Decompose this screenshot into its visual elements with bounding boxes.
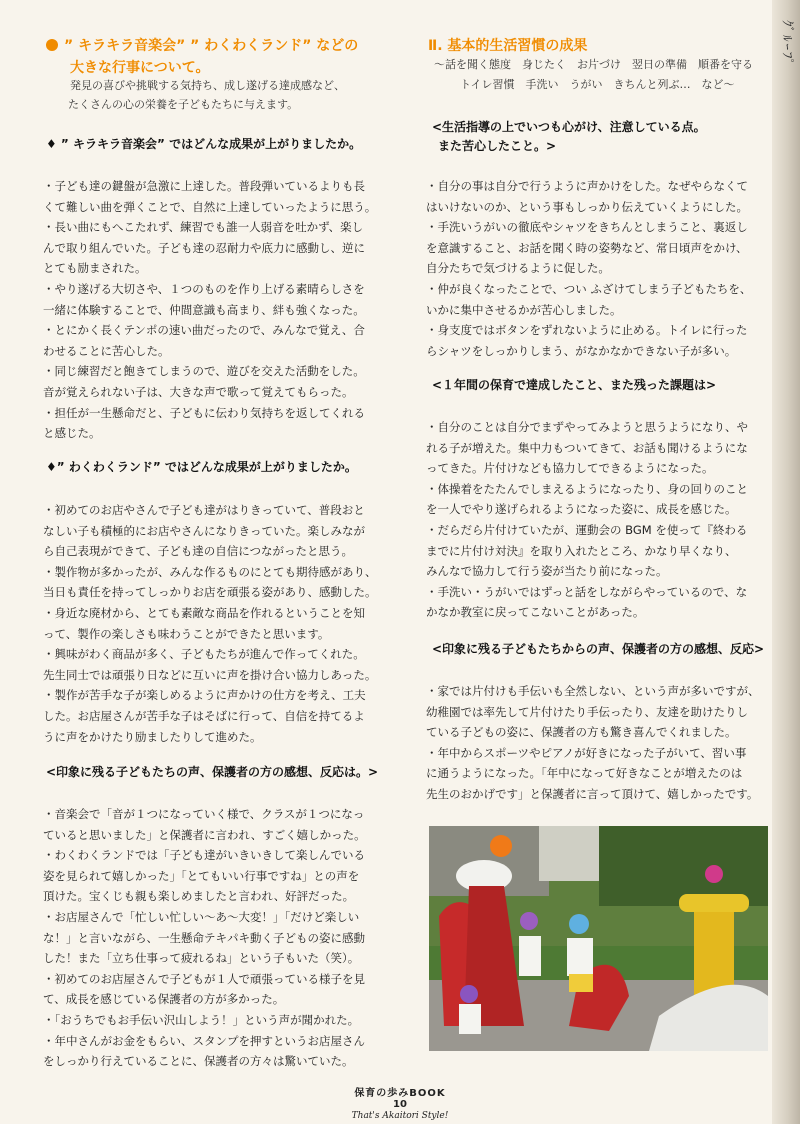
bullet-dot-icon	[46, 39, 58, 51]
answer-line: をしっかり行えていることに、保護者の方々は驚いていた。	[43, 1054, 354, 1069]
answer-line: なしい子も積極的にお店やさんになりきっていた。楽しみなが	[43, 523, 365, 538]
playground-photo-illustration	[429, 826, 768, 1051]
answer-line: ・同じ練習だと飽きてしまうので、遊びを交えた活動をした。	[43, 364, 365, 379]
answer-line: ・身近な廃材から、とても素敵な商品を作れるということを知	[43, 605, 365, 620]
answer-line: いかに集中させるかが苦心しました。	[426, 302, 622, 317]
next-page-edge	[772, 0, 800, 1124]
answer-line: 当日も責任を持ってしっかりお店を頑張る姿があり、感動した。	[43, 585, 377, 600]
answer-line: に通うようになった。「年中になって好きなことが増えたのは	[426, 766, 743, 781]
answer-line: ・わくわくランドでは「子ども達がいきいきして楽しんでいる	[43, 848, 365, 863]
answer-line: って、製作の楽しさも味わうことができたと思います。	[43, 626, 330, 641]
edge-text: ｸﾞﾙｰﾌﾟ	[779, 20, 794, 67]
answer-line: らシャツをしっかりしまう、がなかなかできない子が多い。	[426, 343, 737, 358]
answer-line: 先生のおかげです」と保護者に言って頂けて、嬉しかったです。	[426, 786, 759, 801]
question-guidance-line-1: <生活指導の上でいつも心がけ、注意している点。	[432, 120, 706, 134]
answer-line: ・音楽会で「音が１つになっていく様で、クラスが１つになっ	[43, 807, 365, 821]
answer-line: ている子どもの姿に、保護者の方も驚き喜んでくれました。	[426, 725, 737, 740]
answer-line: ・子ども達の鍵盤が急激に上達した。普段弾いているよりも長	[43, 179, 365, 193]
answer-line: 姿を見られて嬉しかった」「とてもいい行事ですね」との声を	[43, 868, 360, 883]
answers-parent-feedback	[426, 681, 776, 805]
answer-line: ていると思いました」と保護者に言われ、すごく嬉しかった。	[43, 827, 366, 842]
answer-line: ・手洗い・うがいではずっと話をしながらやっているので、な	[426, 584, 748, 599]
answer-line: はいけないのか、という事もしっかり伝えていくようにした。	[426, 199, 748, 214]
answer-line: 幼稚園では率先して片付けたり手伝ったり、友達を助けたりし	[426, 704, 748, 719]
book-title: 保育の歩みBOOK	[354, 1088, 446, 1099]
page-footer	[0, 1084, 800, 1121]
page-number: 10	[393, 1099, 407, 1110]
answer-line: 頂けた。宝くじも親も楽しめましたと言われ、好評だった。	[43, 889, 355, 904]
habits-sub-line-1: 〜話を聞く態度 身じたく お片づけ 翌日の準備 順番を守る	[434, 58, 753, 71]
answer-line: までに片付け対決』を取り入れたところ、かなり早くなり、	[426, 543, 737, 558]
answer-line: ・お店屋さんで「忙しい忙しい〜あ〜大変！」「だけど楽しい	[43, 909, 360, 924]
answers-guidance	[426, 176, 776, 361]
answer-line: 音が覚えられない子は、大きな声で歌って覚えてもらった。	[43, 384, 354, 399]
answer-line: ・自分の事は自分で行うように声かけをした。なぜやらなくて	[426, 179, 748, 193]
answer-line: ・初めてのお店やさんで子ども達がはりきっていて、普段おと	[43, 503, 365, 517]
question-guidance-line-2: また苦心したこと。>	[438, 139, 557, 153]
section-heading-habits: Ⅱ. 基本的生活習慣の成果	[428, 38, 588, 54]
answer-line: ・製作が苦手な子が楽しめるように声かけの仕方を考え、工夫	[43, 688, 366, 703]
answer-line: ・身支度ではボタンをずれないように止める。トイレに行った	[426, 323, 748, 338]
answer-line: て、成長を感じている保護者の方が多かった。	[43, 992, 285, 1007]
footer-tagline: That's Akaitori Style!	[351, 1111, 449, 1121]
question-music-concert: ♦ ” キラキラ音楽会” ではどんな成果が上がりましたか。	[46, 137, 362, 151]
answer-line: ・年中さんがお金をもらい、スタンプを押すというお店屋さん	[43, 1033, 365, 1048]
answer-line: ・だらだら片付けていたが、運動会の BGM を使って『終わる	[426, 522, 748, 537]
heading-line-2: 大きな行事について。	[70, 60, 210, 76]
answer-line: れる子が増えた。集中力もついてきて、お話も聞けるようにな	[426, 440, 748, 455]
answer-line: ・初めてのお店屋さんで子どもが１人で頑張っている様子を見	[43, 971, 365, 986]
habits-sub-line-2: トイレ習慣 手洗い うがい きちんと列ぶ… など〜	[460, 78, 735, 91]
answer-line: ・家では片付けも手伝いも全然しない、という声が多いですが、	[426, 684, 760, 698]
answers-music-concert	[43, 176, 405, 444]
answer-line: くて難しい曲を弾くことで、自然に上達していったように思う。	[43, 199, 377, 214]
answer-line: ・やり遂げる大切さや、１つのものを作り上げる素晴らしさを	[43, 281, 365, 296]
answer-line: ・手洗いうがいの徹底やシャツをきちんとしまうこと、裏返し	[426, 220, 748, 235]
answer-line: ってきた。片付けなども協力してできるようになった。	[426, 461, 714, 476]
heading-line-1: ” キラキラ音楽会” ” わくわくランド” などの	[64, 38, 359, 54]
answer-line: んで取り組んでいた。子ども達の忍耐力や底力に感動し、逆に	[43, 240, 365, 255]
answer-line: と感じた。	[43, 426, 101, 441]
answer-line: ・製作物が多かったが、みんな作るものにとても期待感があり、	[43, 564, 377, 579]
answer-line: 先生同士では頑張り日などに互いに声を掛け合い協力しあった。	[43, 667, 377, 682]
answer-line: した。お店屋さんが苦手な子はそばに行って、自信を持てるよ	[43, 708, 365, 723]
answer-line: ・担任が一生懸命だと、子どもに伝わり気持ちを返してくれる	[43, 405, 365, 420]
question-achievements: <１年間の保育で達成したこと、また残った課題は>	[432, 378, 717, 392]
question-impressions: <印象に残る子どもたちの声、保護者の方の感想、反応は。>	[46, 765, 379, 779]
answer-line: ・体操着をたたんでしまえるようになったり、身の回りのこと	[426, 481, 748, 496]
answer-line: ・年中からスポーツやピアノが好きになった子がいて、習い事	[426, 745, 747, 760]
answer-line: 一緒に体験することで、仲間意識も高まり、絆も強くなった。	[43, 302, 365, 317]
answer-line: かなか教室に戻ってこないことがあった。	[426, 605, 645, 620]
playground-photo	[429, 826, 768, 1051]
answer-line: した！また「立ち仕事って疲れるね」という子もいた（笑）。	[43, 951, 360, 966]
question-parent-feedback: <印象に残る子どもたちからの声、保護者の方の感想、反応>	[432, 642, 765, 656]
answer-line: うに声をかけたり励ましたりして進めた。	[43, 729, 262, 744]
answers-waku-land	[43, 500, 405, 747]
intro-line-1: 発見の喜びや挑戦する気持ち、成し遂げる達成感など、	[70, 79, 345, 92]
answer-line: ら自己表現ができて、子ども達の自信につながったと思う。	[43, 544, 354, 559]
answer-line: な！」と言いながら、一生懸命テキパキ動く子どもの姿に感動	[43, 930, 365, 945]
answers-impressions	[43, 804, 405, 1072]
section-heading-events	[46, 36, 405, 56]
answer-line: を意識すること、お話を聞く時の姿勢など、常日頃声をかけ、	[426, 240, 748, 255]
answer-line: ・興味がわく商品が多く、子どもたちが進んで作ってくれた。	[43, 647, 365, 662]
answer-line: ・長い曲にもへこたれず、練習でも誰一人弱音を吐かず、楽し	[43, 220, 364, 235]
answer-line: ・とにかく長くテンポの速い曲だったので、みんなで覚え、合	[43, 323, 365, 338]
answer-line: ・仲が良くなったことで、つい ふざけてしまう子どもたちを、	[426, 281, 752, 296]
question-waku-land: ♦” わくわくランド” ではどんな成果が上がりましたか。	[46, 460, 357, 474]
answers-achievements	[426, 417, 776, 623]
answer-line: みんなで協力して行う姿が当たり前になった。	[426, 564, 668, 579]
answer-line: とても励まされた。	[43, 261, 147, 276]
answer-line: 自分たちで気づけるように促した。	[426, 261, 610, 276]
answer-line: ・自分のことは自分でまずやってみようと思うようになり、や	[426, 420, 748, 434]
answer-line: を一人でやり遂げられるようになった姿に、成長を感じた。	[426, 502, 737, 517]
answer-line: ・「おうちでもお手伝い沢山しよう！」という声が聞かれた。	[43, 1012, 360, 1027]
intro-line-2: たくさんの心の栄養を子どもたちに与えます。	[68, 98, 299, 111]
answer-line: わせることに苦心した。	[43, 343, 170, 358]
